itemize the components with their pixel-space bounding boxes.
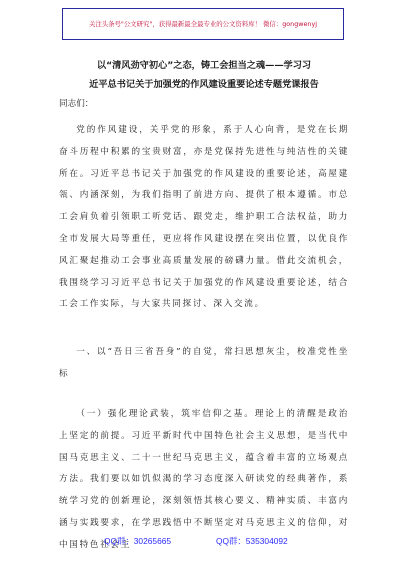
footer-qq-group-1: QQ群：30265665 (104, 536, 172, 546)
body-paragraph-theory: （一）强化理论武装，筑牢信仰之基。理论上的清醒是政治上坚定的前提。习近平新时代中国特色社会主义思想，是当代中国马克思主义、二十一世纪马克思主义，蕴含着丰富的立场观点方法。我们要以如饥似渴的学习态度深入研读党的经典著作，系统学习党的创新理论，深刻领悟其核心要义、精神实质、丰富内涵与实践要求，在学思践悟中不断坚定对马克思主义的信仰，对中国特色社会主 (59, 409, 349, 550)
footer-qq-group-2: QQ群：535304092 (216, 536, 288, 546)
body-paragraph-intro: 党的作风建设，关乎党的形象，系于人心向背，是党在长期奋斗历程中积累的宝贵财富，亦是党保持先进性与纯洁性的关键所在。习近平总书记关于加强党的作风建设的重要论述，高屋建瓴、内涵深刻，为我们指明了前进方向、提供了根本遵循。市总工会肩负着引领职工听党话、跟党走，维护职工合法权益，助力全市发展大局等重任，更应将作风建设摆在突出位置，以优良作风汇聚起推动工会事业高质量发展的磅礴力量。借此交流机会，我围绕学习习近平总书记关于加强党的作风建设重要论述，结合工会工作实际，与大家共同探讨、深入交流。 (59, 125, 349, 310)
section-heading-1: 一、以“吾日三省吾身”的自觉，常扫思想灰尘，校准党性坐标 (59, 347, 349, 379)
document-title-line-1: 以“清风劲守初心”之态，铸工会担当之魂——学习习 (96, 60, 312, 71)
document-title-line-2: 近平总书记关于加强党的作风建设重要论述专题党课报告 (89, 79, 319, 90)
promo-header-text: 关注头条号"公文研究"，获得最新最全最专业的公文资料库！ 微信：gongwenyj (88, 19, 318, 28)
salutation: 同志们： (59, 99, 94, 109)
promo-header-banner (62, 8, 344, 40)
